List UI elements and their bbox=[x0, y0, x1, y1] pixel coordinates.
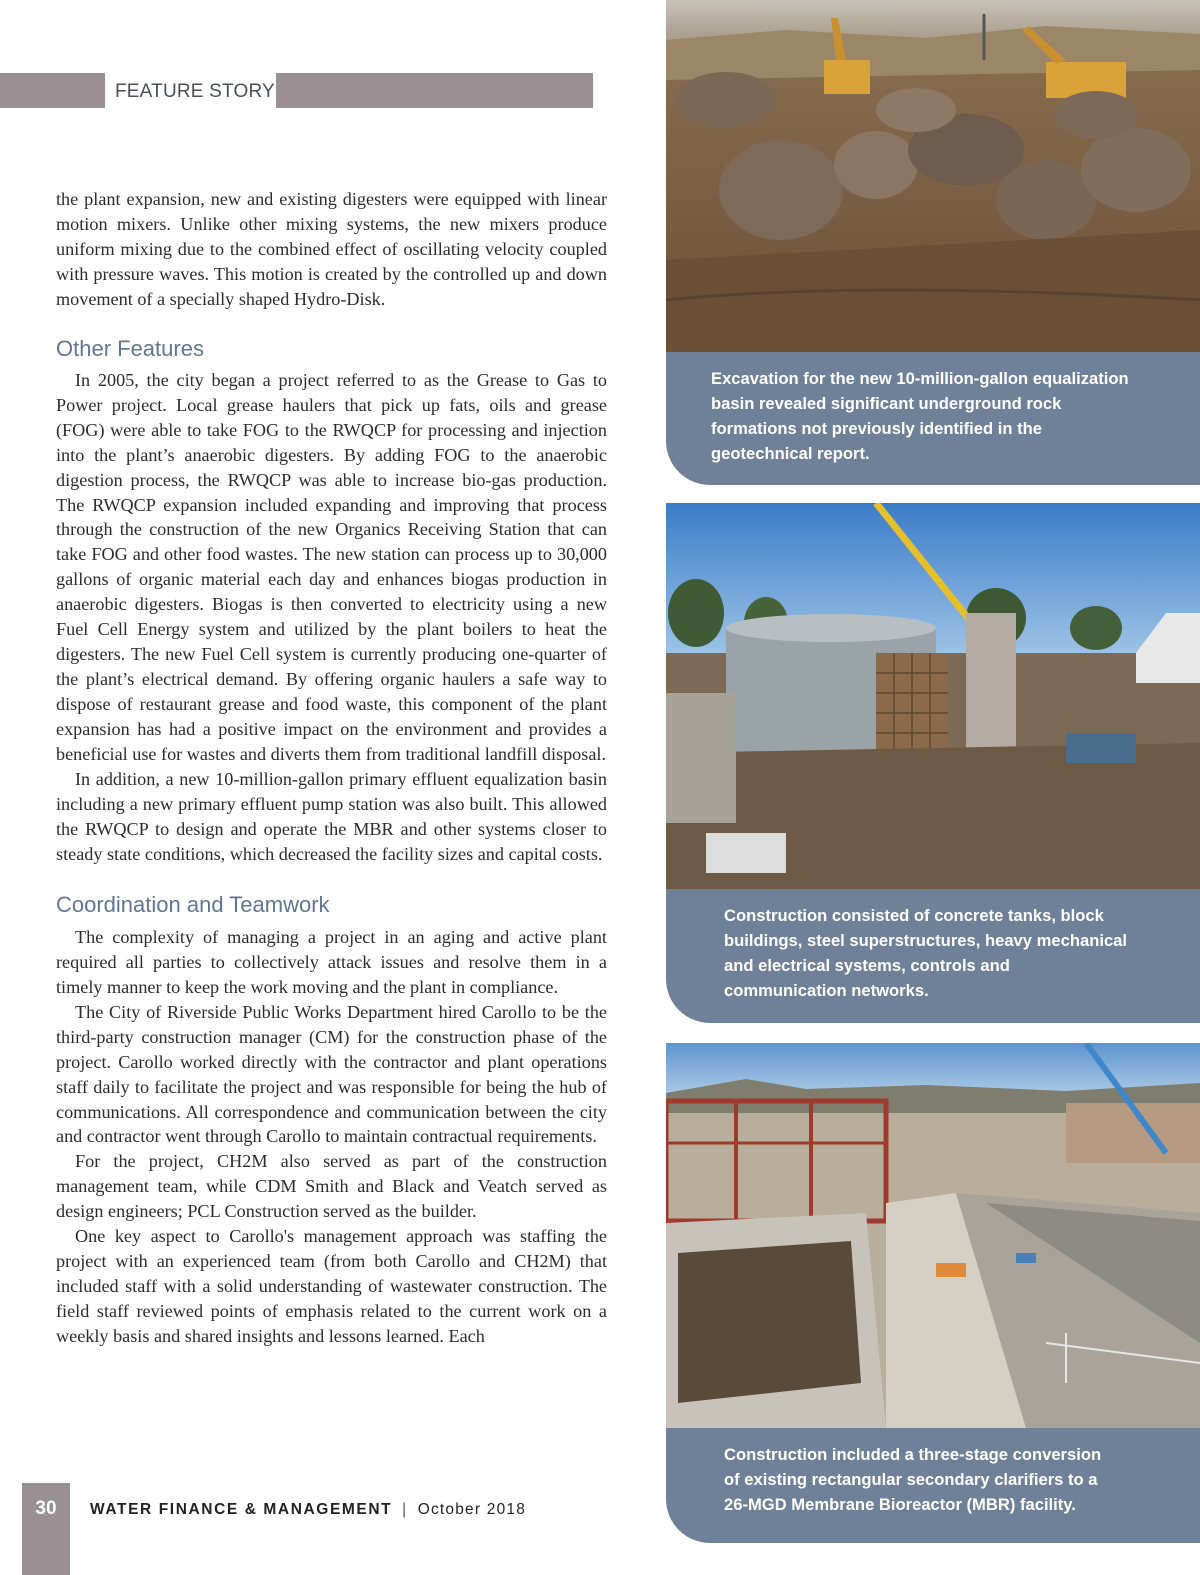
section-heading-other-features: Other Features bbox=[56, 335, 204, 361]
photo-excavation bbox=[666, 0, 1200, 352]
article-column bbox=[56, 187, 607, 1349]
paragraph: In addition, a new 10-million-gallon primary effluent equalization basin including a new primary effluent pump station was also built. This allowed the RWQCP to design and operate the MBR and other systems closer to steady state conditions, which decreased the facility sizes and capital costs. bbox=[56, 769, 607, 864]
header-bar-left bbox=[0, 73, 105, 108]
publication-name: WATER FINANCE & MANAGEMENT bbox=[90, 1501, 393, 1518]
photo-clarifier-conversion bbox=[666, 1043, 1200, 1428]
intro-paragraph: the plant expansion, new and existing digesters were equipped with linear motion mixers. Unlike other mixing systems, the new mixers produce uniform mixing due to the combined effect of oscillating velocity coupled with pressure waves. This motion is created by the controlled up and down movement of a specially shaped Hydro-Disk. bbox=[56, 189, 607, 309]
page-number-tab bbox=[22, 1483, 70, 1575]
paragraph: In 2005, the city began a project referred to as the Grease to Gas to Power project. Local grease haulers that pick up fats, oils and grease (FOG) were able to take FOG to the RWQCP for processing and injection into the plant’s anaerobic digesters. By adding FOG to the anaerobic digestion process, the RWQCP was able to increase bio-gas production. The RWQCP expansion included expanding and improving that process through the construction of the new Organics Receiving Station that can take FOG and other food wastes. The new station can process up to 30,000 gallons of organic material each day and enhances biogas production in anaerobic digesters. Biogas is then converted to electricity using a new Fuel Cell Energy system and utilized by the plant boilers to heat the digesters. The new Fuel Cell system is currently producing one-quarter of the plant’s electrical demand. By offering organic haulers a safe way to dispose of restaurant grease and food waste, this component of the plant expansion has had a positive impact on the environment and provides a beneficial use for wastes and diverts them from traditional landfill disposal. bbox=[56, 369, 607, 765]
paragraph: The City of Riverside Public Works Department hired Carollo to be the third-party construction manager (CM) for the construction phase of the project. Carollo worked directly with the contractor and plant operations staff daily to facilitate the project and was responsible for being the hub of communications. All correspondence and communication between the city and contractor went through Carollo to maintain contractual requirements. bbox=[56, 1001, 607, 1147]
photo-caption bbox=[666, 1428, 1200, 1543]
paragraph: One key aspect to Carollo's management approach was staffing the project with an experienced team (from both Carollo and CH2M) that included staff with a solid understanding of wastewater construction. The field staff reviewed points of emphasis related to the current work on a weekly basis and shared insights and lessons learned. Each bbox=[56, 1226, 607, 1347]
photo-caption bbox=[666, 352, 1200, 485]
photo-caption bbox=[666, 889, 1200, 1023]
page-number: 30 bbox=[35, 1498, 57, 1519]
issue-date: October 2018 bbox=[417, 1501, 527, 1518]
header-bar-right bbox=[276, 73, 593, 108]
photo-concrete-tanks bbox=[666, 503, 1200, 889]
paragraph: For the project, CH2M also served as part of the construction management team, while CDM Smith and Black and Veatch served as design engineers; PCL Construction served as the builder. bbox=[56, 1151, 607, 1222]
paragraph: The complexity of managing a project in an aging and active plant required all parties to collectively attack issues and resolve them in a timely manner to keep the work moving and the plant in compliance. bbox=[56, 926, 607, 997]
caption-text: Construction consisted of concrete tanks, block buildings, steel superstructures, heavy mechanical and electrical systems, controls and communication networks. bbox=[724, 906, 1128, 1000]
caption-text: Construction included a three-stage conversion of existing rectangular secondary clarifiers to a 26-MGD Membrane Bioreactor (MBR) facility. bbox=[724, 1445, 1102, 1514]
footer-separator: | bbox=[402, 1501, 408, 1518]
footer-publication-line bbox=[90, 1501, 526, 1519]
section-label: FEATURE STORY bbox=[105, 73, 276, 108]
section-heading-coordination: Coordination and Teamwork bbox=[56, 891, 330, 917]
caption-text: Excavation for the new 10-million-gallon equalization basin revealed significant underground rock formations not previously identified in the geotechnical report. bbox=[711, 369, 1129, 463]
